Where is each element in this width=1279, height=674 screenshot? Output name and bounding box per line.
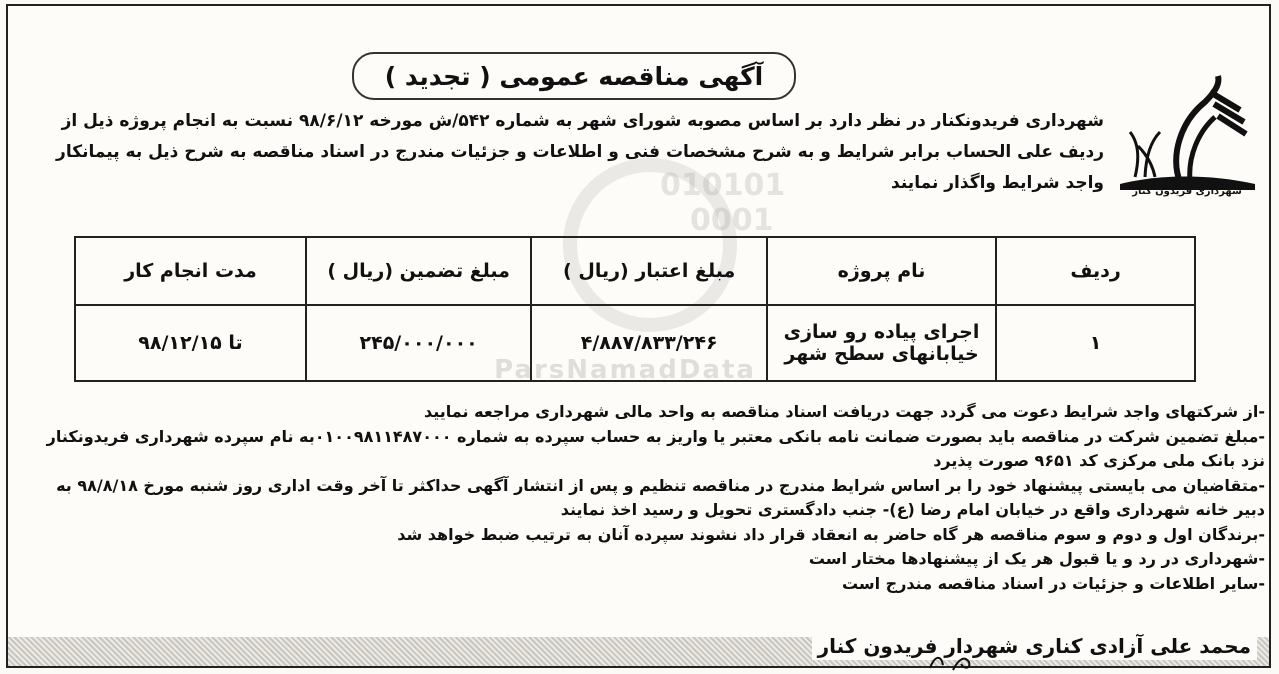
logo-caption: شهرداری فریدون کنار xyxy=(1132,186,1242,197)
note-item: -از شرکتهای واجد شرایط دعوت می گردد جهت دریافت اسناد مناقصه به واحد مالی شهرداری مراجعه نمایید xyxy=(424,402,1265,421)
note-item: -برندگان اول و دوم و سوم مناقصه هر گاه حاضر به انعقاد قرار داد نشوند سپرده آنان به ترتیب ضبط خواهد شد xyxy=(397,524,1265,544)
watermark-text: ParsNamadData xyxy=(494,355,756,385)
cell-duration: تا ۹۸/۱۲/۱۵ xyxy=(75,305,306,381)
intro-paragraph: شهرداری فریدونکنار در نظر دارد بر اساس مصوبه شورای شهر به شماره ۵۴۲/ش مورخه ۹۸/۶/۱۲ نسبت به انجام پروژه ذیل از ردیف علی الحساب برابر شرایط و به شرح مشخصات فنی و اطلاعات و جزئیات مندرج در اسناد مناقصه به شرح ذیل به پیمانکار واجد شرایط واگذار نمایند xyxy=(56,111,1104,193)
note-item: -شهرداری در رد و یا قبول هر یک از پیشنهادها مختار است xyxy=(808,549,1265,568)
header-project-name: نام پروژه xyxy=(767,237,996,305)
cell-guarantee-amount: ۲۴۵/۰۰۰/۰۰۰ xyxy=(306,305,531,381)
cell-credit-amount: ۴/۸۸۷/۸۳۳/۲۴۶ xyxy=(531,305,767,381)
notice-title: آگهی مناقصه عمومی ( تجدید ) xyxy=(352,52,796,100)
svg-text:010101: 010101 xyxy=(660,168,786,203)
note-item: -سایر اطلاعات و جزئیات در اسناد مناقصه مندرج است xyxy=(841,573,1265,593)
table-header-row xyxy=(75,237,1195,305)
mayor-signature-line: محمد علی آزادی کناری شهردار فریدون کنار xyxy=(812,632,1257,660)
svg-text:0001: 0001 xyxy=(690,203,774,238)
header-radif: ردیف xyxy=(996,237,1195,305)
header-credit-amount: مبلغ اعتبار (ریال ) xyxy=(531,237,767,305)
notes-list xyxy=(20,400,1265,596)
handwritten-mark xyxy=(925,650,985,672)
note-item: -متقاضیان می بایستی پیشنهاد خود را بر اساس شرایط مندرج در مناقصه تنظیم و پس از انتشار آگهی حداکثر تا آخر وقت اداری روز شنبه مورخ ۹۸/۸/۱۸ به دبیر خانه شهرداری واقع در خیابان امام رضا (ع)- جنب دادگستری تحویل و رسید اخذ نمایند xyxy=(56,475,1265,519)
header-guarantee-amount: مبلغ تضمین (ریال ) xyxy=(306,237,531,305)
header-duration: مدت انجام کار xyxy=(75,237,306,305)
cell-project-name: اجرای پیاده رو سازی خیابانهای سطح شهر xyxy=(767,305,996,381)
note-item: -مبلغ تضمین شرکت در مناقصه باید بصورت ضمانت نامه بانکی معتبر یا واریز به حساب سپرده به شماره ۰۱۰۰۹۸۱۱۴۸۷۰۰۰به نام سپرده شهرداری فریدونکنار نزد بانک ملی مرکزی کد ۹۶۵۱ صورت پذیرد xyxy=(46,426,1265,470)
cell-radif: ۱ xyxy=(996,305,1195,381)
